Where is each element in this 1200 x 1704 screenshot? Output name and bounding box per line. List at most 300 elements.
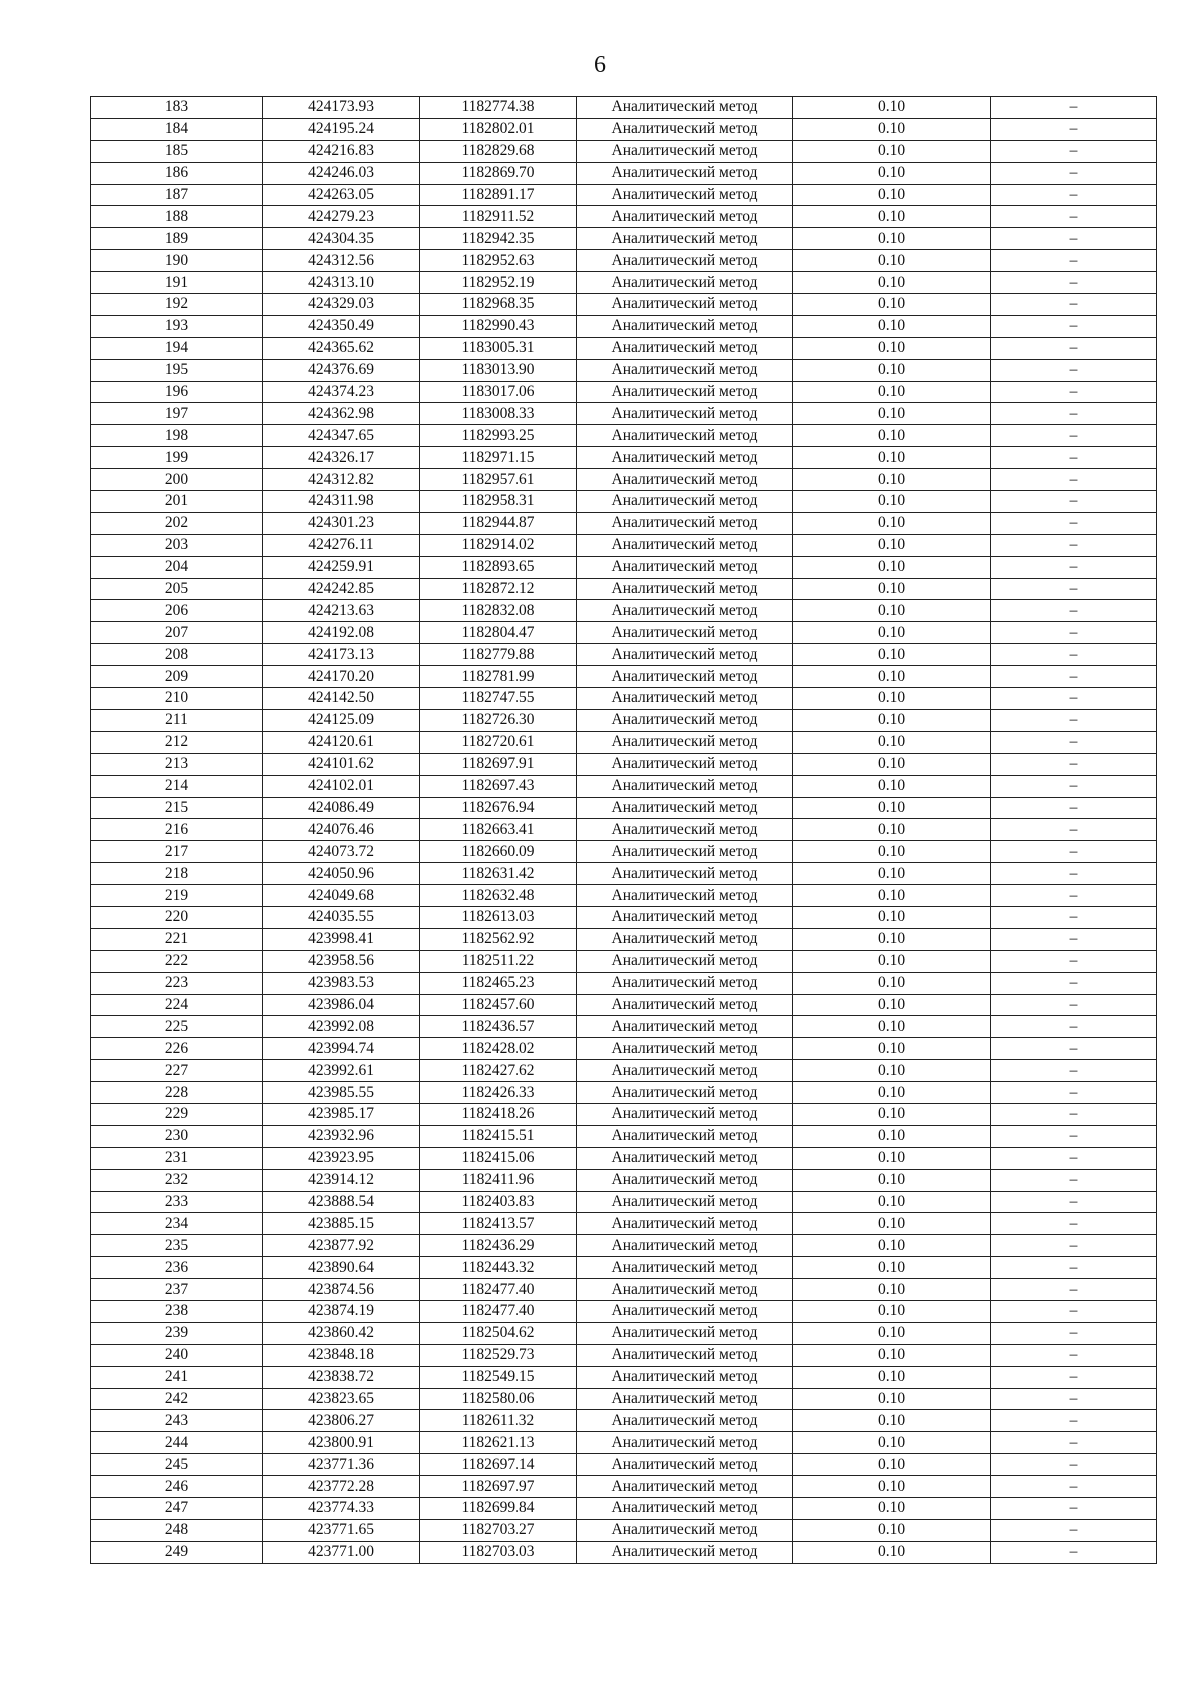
y-coordinate-cell: 1182944.87 [420, 512, 577, 534]
x-coordinate-cell: 423923.95 [263, 1147, 420, 1169]
note-cell: – [991, 928, 1157, 950]
method-cell: Аналитический метод [577, 1388, 793, 1410]
x-coordinate-cell: 424301.23 [263, 512, 420, 534]
point-number-cell: 218 [91, 863, 263, 885]
y-coordinate-cell: 1182703.03 [420, 1541, 577, 1563]
table-row [91, 1366, 1157, 1388]
accuracy-cell: 0.10 [793, 1060, 991, 1082]
method-cell: Аналитический метод [577, 600, 793, 622]
x-coordinate-cell: 424086.49 [263, 797, 420, 819]
y-coordinate-cell: 1182891.17 [420, 184, 577, 206]
method-cell: Аналитический метод [577, 1213, 793, 1235]
accuracy-cell: 0.10 [793, 600, 991, 622]
point-number-cell: 186 [91, 162, 263, 184]
x-coordinate-cell: 424365.62 [263, 337, 420, 359]
y-coordinate-cell: 1182957.61 [420, 469, 577, 491]
point-number-cell: 222 [91, 950, 263, 972]
table-row [91, 819, 1157, 841]
point-number-cell: 200 [91, 469, 263, 491]
note-cell: – [991, 512, 1157, 534]
accuracy-cell: 0.10 [793, 1388, 991, 1410]
method-cell: Аналитический метод [577, 841, 793, 863]
x-coordinate-cell: 424102.01 [263, 775, 420, 797]
accuracy-cell: 0.10 [793, 1498, 991, 1520]
y-coordinate-cell: 1182829.68 [420, 140, 577, 162]
accuracy-cell: 0.10 [793, 1366, 991, 1388]
method-cell: Аналитический метод [577, 534, 793, 556]
note-cell: – [991, 1103, 1157, 1125]
table-row [91, 688, 1157, 710]
point-number-cell: 238 [91, 1300, 263, 1322]
x-coordinate-cell: 424313.10 [263, 272, 420, 294]
point-number-cell: 202 [91, 512, 263, 534]
x-coordinate-cell: 424312.56 [263, 250, 420, 272]
accuracy-cell: 0.10 [793, 1147, 991, 1169]
note-cell: – [991, 1541, 1157, 1563]
note-cell: – [991, 688, 1157, 710]
note-cell: – [991, 272, 1157, 294]
table-row [91, 512, 1157, 534]
note-cell: – [991, 184, 1157, 206]
point-number-cell: 249 [91, 1541, 263, 1563]
accuracy-cell: 0.10 [793, 819, 991, 841]
point-number-cell: 214 [91, 775, 263, 797]
point-number-cell: 183 [91, 97, 263, 119]
point-number-cell: 213 [91, 753, 263, 775]
point-number-cell: 191 [91, 272, 263, 294]
x-coordinate-cell: 424326.17 [263, 447, 420, 469]
table-row [91, 359, 1157, 381]
table-row [91, 775, 1157, 797]
accuracy-cell: 0.10 [793, 469, 991, 491]
table-row [91, 1125, 1157, 1147]
x-coordinate-cell: 423774.33 [263, 1498, 420, 1520]
point-number-cell: 216 [91, 819, 263, 841]
accuracy-cell: 0.10 [793, 534, 991, 556]
point-number-cell: 229 [91, 1103, 263, 1125]
x-coordinate-cell: 424173.93 [263, 97, 420, 119]
method-cell: Аналитический метод [577, 906, 793, 928]
point-number-cell: 221 [91, 928, 263, 950]
method-cell: Аналитический метод [577, 1410, 793, 1432]
accuracy-cell: 0.10 [793, 1103, 991, 1125]
method-cell: Аналитический метод [577, 228, 793, 250]
x-coordinate-cell: 424311.98 [263, 491, 420, 513]
accuracy-cell: 0.10 [793, 841, 991, 863]
note-cell: – [991, 337, 1157, 359]
accuracy-cell: 0.10 [793, 337, 991, 359]
method-cell: Аналитический метод [577, 1191, 793, 1213]
accuracy-cell: 0.10 [793, 644, 991, 666]
y-coordinate-cell: 1182457.60 [420, 994, 577, 1016]
x-coordinate-cell: 424329.03 [263, 294, 420, 316]
note-cell: – [991, 709, 1157, 731]
point-number-cell: 234 [91, 1213, 263, 1235]
accuracy-cell: 0.10 [793, 97, 991, 119]
point-number-cell: 232 [91, 1169, 263, 1191]
table-row [91, 950, 1157, 972]
accuracy-cell: 0.10 [793, 206, 991, 228]
accuracy-cell: 0.10 [793, 994, 991, 1016]
accuracy-cell: 0.10 [793, 1454, 991, 1476]
x-coordinate-cell: 424350.49 [263, 315, 420, 337]
x-coordinate-cell: 424142.50 [263, 688, 420, 710]
coordinates-table [90, 96, 1157, 1564]
y-coordinate-cell: 1183005.31 [420, 337, 577, 359]
table-row [91, 928, 1157, 950]
y-coordinate-cell: 1182697.91 [420, 753, 577, 775]
note-cell: – [991, 162, 1157, 184]
y-coordinate-cell: 1182699.84 [420, 1498, 577, 1520]
table-row [91, 556, 1157, 578]
note-cell: – [991, 1060, 1157, 1082]
x-coordinate-cell: 423874.19 [263, 1300, 420, 1322]
table-row [91, 425, 1157, 447]
note-cell: – [991, 819, 1157, 841]
point-number-cell: 201 [91, 491, 263, 513]
x-coordinate-cell: 423994.74 [263, 1038, 420, 1060]
point-number-cell: 189 [91, 228, 263, 250]
x-coordinate-cell: 424170.20 [263, 666, 420, 688]
y-coordinate-cell: 1182971.15 [420, 447, 577, 469]
x-coordinate-cell: 423983.53 [263, 972, 420, 994]
point-number-cell: 192 [91, 294, 263, 316]
y-coordinate-cell: 1182477.40 [420, 1279, 577, 1301]
point-number-cell: 206 [91, 600, 263, 622]
method-cell: Аналитический метод [577, 1454, 793, 1476]
y-coordinate-cell: 1183017.06 [420, 381, 577, 403]
x-coordinate-cell: 424259.91 [263, 556, 420, 578]
accuracy-cell: 0.10 [793, 688, 991, 710]
point-number-cell: 248 [91, 1519, 263, 1541]
table-row [91, 885, 1157, 907]
x-coordinate-cell: 424376.69 [263, 359, 420, 381]
accuracy-cell: 0.10 [793, 1344, 991, 1366]
method-cell: Аналитический метод [577, 381, 793, 403]
point-number-cell: 225 [91, 1016, 263, 1038]
method-cell: Аналитический метод [577, 666, 793, 688]
y-coordinate-cell: 1182872.12 [420, 578, 577, 600]
table-row [91, 1082, 1157, 1104]
note-cell: – [991, 906, 1157, 928]
accuracy-cell: 0.10 [793, 1432, 991, 1454]
accuracy-cell: 0.10 [793, 1082, 991, 1104]
method-cell: Аналитический метод [577, 469, 793, 491]
x-coordinate-cell: 423771.36 [263, 1454, 420, 1476]
table-row [91, 1169, 1157, 1191]
table-row [91, 578, 1157, 600]
note-cell: – [991, 863, 1157, 885]
table-row [91, 797, 1157, 819]
point-number-cell: 215 [91, 797, 263, 819]
x-coordinate-cell: 424073.72 [263, 841, 420, 863]
note-cell: – [991, 1213, 1157, 1235]
x-coordinate-cell: 424101.62 [263, 753, 420, 775]
table-row [91, 731, 1157, 753]
y-coordinate-cell: 1182993.25 [420, 425, 577, 447]
note-cell: – [991, 1169, 1157, 1191]
method-cell: Аналитический метод [577, 1476, 793, 1498]
x-coordinate-cell: 423800.91 [263, 1432, 420, 1454]
accuracy-cell: 0.10 [793, 1235, 991, 1257]
point-number-cell: 239 [91, 1322, 263, 1344]
accuracy-cell: 0.10 [793, 863, 991, 885]
accuracy-cell: 0.10 [793, 272, 991, 294]
point-number-cell: 235 [91, 1235, 263, 1257]
note-cell: – [991, 1191, 1157, 1213]
y-coordinate-cell: 1182952.19 [420, 272, 577, 294]
y-coordinate-cell: 1182774.38 [420, 97, 577, 119]
accuracy-cell: 0.10 [793, 972, 991, 994]
table-row [91, 97, 1157, 119]
point-number-cell: 245 [91, 1454, 263, 1476]
y-coordinate-cell: 1182893.65 [420, 556, 577, 578]
accuracy-cell: 0.10 [793, 491, 991, 513]
table-row [91, 140, 1157, 162]
y-coordinate-cell: 1182703.27 [420, 1519, 577, 1541]
method-cell: Аналитический метод [577, 184, 793, 206]
table-row [91, 447, 1157, 469]
y-coordinate-cell: 1182621.13 [420, 1432, 577, 1454]
y-coordinate-cell: 1182436.29 [420, 1235, 577, 1257]
method-cell: Аналитический метод [577, 1103, 793, 1125]
point-number-cell: 228 [91, 1082, 263, 1104]
point-number-cell: 231 [91, 1147, 263, 1169]
point-number-cell: 193 [91, 315, 263, 337]
y-coordinate-cell: 1182781.99 [420, 666, 577, 688]
note-cell: – [991, 644, 1157, 666]
method-cell: Аналитический метод [577, 556, 793, 578]
table-row [91, 841, 1157, 863]
method-cell: Аналитический метод [577, 885, 793, 907]
point-number-cell: 243 [91, 1410, 263, 1432]
y-coordinate-cell: 1182726.30 [420, 709, 577, 731]
point-number-cell: 199 [91, 447, 263, 469]
method-cell: Аналитический метод [577, 928, 793, 950]
method-cell: Аналитический метод [577, 315, 793, 337]
x-coordinate-cell: 424347.65 [263, 425, 420, 447]
method-cell: Аналитический метод [577, 294, 793, 316]
note-cell: – [991, 469, 1157, 491]
note-cell: – [991, 1366, 1157, 1388]
x-coordinate-cell: 423986.04 [263, 994, 420, 1016]
accuracy-cell: 0.10 [793, 928, 991, 950]
method-cell: Аналитический метод [577, 403, 793, 425]
note-cell: – [991, 403, 1157, 425]
note-cell: – [991, 622, 1157, 644]
note-cell: – [991, 950, 1157, 972]
y-coordinate-cell: 1182942.35 [420, 228, 577, 250]
y-coordinate-cell: 1182428.02 [420, 1038, 577, 1060]
method-cell: Аналитический метод [577, 162, 793, 184]
y-coordinate-cell: 1182413.57 [420, 1213, 577, 1235]
x-coordinate-cell: 424050.96 [263, 863, 420, 885]
x-coordinate-cell: 423885.15 [263, 1213, 420, 1235]
accuracy-cell: 0.10 [793, 906, 991, 928]
point-number-cell: 210 [91, 688, 263, 710]
y-coordinate-cell: 1182676.94 [420, 797, 577, 819]
note-cell: – [991, 294, 1157, 316]
y-coordinate-cell: 1182968.35 [420, 294, 577, 316]
accuracy-cell: 0.10 [793, 666, 991, 688]
accuracy-cell: 0.10 [793, 1279, 991, 1301]
method-cell: Аналитический метод [577, 644, 793, 666]
point-number-cell: 207 [91, 622, 263, 644]
x-coordinate-cell: 423771.00 [263, 1541, 420, 1563]
table-row [91, 469, 1157, 491]
note-cell: – [991, 994, 1157, 1016]
method-cell: Аналитический метод [577, 950, 793, 972]
accuracy-cell: 0.10 [793, 1300, 991, 1322]
method-cell: Аналитический метод [577, 272, 793, 294]
table-row [91, 1476, 1157, 1498]
method-cell: Аналитический метод [577, 425, 793, 447]
note-cell: – [991, 1476, 1157, 1498]
table-row [91, 906, 1157, 928]
y-coordinate-cell: 1182426.33 [420, 1082, 577, 1104]
table-row [91, 315, 1157, 337]
point-number-cell: 230 [91, 1125, 263, 1147]
table-row [91, 1454, 1157, 1476]
x-coordinate-cell: 423860.42 [263, 1322, 420, 1344]
accuracy-cell: 0.10 [793, 1519, 991, 1541]
table-row [91, 272, 1157, 294]
point-number-cell: 196 [91, 381, 263, 403]
note-cell: – [991, 1147, 1157, 1169]
x-coordinate-cell: 423992.08 [263, 1016, 420, 1038]
y-coordinate-cell: 1182911.52 [420, 206, 577, 228]
note-cell: – [991, 1322, 1157, 1344]
y-coordinate-cell: 1182549.15 [420, 1366, 577, 1388]
x-coordinate-cell: 424279.23 [263, 206, 420, 228]
x-coordinate-cell: 423958.56 [263, 950, 420, 972]
accuracy-cell: 0.10 [793, 359, 991, 381]
accuracy-cell: 0.10 [793, 403, 991, 425]
point-number-cell: 241 [91, 1366, 263, 1388]
point-number-cell: 220 [91, 906, 263, 928]
method-cell: Аналитический метод [577, 1519, 793, 1541]
y-coordinate-cell: 1182747.55 [420, 688, 577, 710]
accuracy-cell: 0.10 [793, 1016, 991, 1038]
method-cell: Аналитический метод [577, 863, 793, 885]
note-cell: – [991, 1125, 1157, 1147]
note-cell: – [991, 556, 1157, 578]
accuracy-cell: 0.10 [793, 1322, 991, 1344]
note-cell: – [991, 1432, 1157, 1454]
x-coordinate-cell: 423838.72 [263, 1366, 420, 1388]
y-coordinate-cell: 1182663.41 [420, 819, 577, 841]
point-number-cell: 208 [91, 644, 263, 666]
method-cell: Аналитический метод [577, 1125, 793, 1147]
point-number-cell: 237 [91, 1279, 263, 1301]
table-row [91, 972, 1157, 994]
method-cell: Аналитический метод [577, 1300, 793, 1322]
note-cell: – [991, 1519, 1157, 1541]
x-coordinate-cell: 424304.35 [263, 228, 420, 250]
method-cell: Аналитический метод [577, 1257, 793, 1279]
point-number-cell: 190 [91, 250, 263, 272]
method-cell: Аналитический метод [577, 1038, 793, 1060]
point-number-cell: 205 [91, 578, 263, 600]
page-number: 6 [594, 52, 606, 78]
method-cell: Аналитический метод [577, 1344, 793, 1366]
method-cell: Аналитический метод [577, 775, 793, 797]
x-coordinate-cell: 423998.41 [263, 928, 420, 950]
y-coordinate-cell: 1182562.92 [420, 928, 577, 950]
y-coordinate-cell: 1182958.31 [420, 491, 577, 513]
table-row [91, 1388, 1157, 1410]
accuracy-cell: 0.10 [793, 228, 991, 250]
table-row [91, 1279, 1157, 1301]
table-row [91, 709, 1157, 731]
x-coordinate-cell: 423771.65 [263, 1519, 420, 1541]
table-row [91, 863, 1157, 885]
note-cell: – [991, 666, 1157, 688]
point-number-cell: 195 [91, 359, 263, 381]
y-coordinate-cell: 1182952.63 [420, 250, 577, 272]
x-coordinate-cell: 423992.61 [263, 1060, 420, 1082]
accuracy-cell: 0.10 [793, 512, 991, 534]
y-coordinate-cell: 1182504.62 [420, 1322, 577, 1344]
y-coordinate-cell: 1183013.90 [420, 359, 577, 381]
table-row [91, 644, 1157, 666]
accuracy-cell: 0.10 [793, 1476, 991, 1498]
table-row [91, 1038, 1157, 1060]
point-number-cell: 209 [91, 666, 263, 688]
x-coordinate-cell: 424216.83 [263, 140, 420, 162]
method-cell: Аналитический метод [577, 1235, 793, 1257]
method-cell: Аналитический метод [577, 1432, 793, 1454]
table-row [91, 1541, 1157, 1563]
note-cell: – [991, 250, 1157, 272]
x-coordinate-cell: 423874.56 [263, 1279, 420, 1301]
note-cell: – [991, 118, 1157, 140]
table-row [91, 1016, 1157, 1038]
table-row [91, 1300, 1157, 1322]
y-coordinate-cell: 1182529.73 [420, 1344, 577, 1366]
y-coordinate-cell: 1182832.08 [420, 600, 577, 622]
y-coordinate-cell: 1182660.09 [420, 841, 577, 863]
note-cell: – [991, 1257, 1157, 1279]
x-coordinate-cell: 424263.05 [263, 184, 420, 206]
point-number-cell: 224 [91, 994, 263, 1016]
y-coordinate-cell: 1182804.47 [420, 622, 577, 644]
point-number-cell: 197 [91, 403, 263, 425]
table-row [91, 1213, 1157, 1235]
point-number-cell: 203 [91, 534, 263, 556]
table-row [91, 184, 1157, 206]
x-coordinate-cell: 424120.61 [263, 731, 420, 753]
note-cell: – [991, 797, 1157, 819]
point-number-cell: 185 [91, 140, 263, 162]
method-cell: Аналитический метод [577, 1016, 793, 1038]
method-cell: Аналитический метод [577, 1366, 793, 1388]
y-coordinate-cell: 1182477.40 [420, 1300, 577, 1322]
x-coordinate-cell: 424246.03 [263, 162, 420, 184]
note-cell: – [991, 753, 1157, 775]
x-coordinate-cell: 424242.85 [263, 578, 420, 600]
point-number-cell: 204 [91, 556, 263, 578]
accuracy-cell: 0.10 [793, 797, 991, 819]
x-coordinate-cell: 423985.17 [263, 1103, 420, 1125]
y-coordinate-cell: 1182443.32 [420, 1257, 577, 1279]
accuracy-cell: 0.10 [793, 184, 991, 206]
table-row [91, 1322, 1157, 1344]
x-coordinate-cell: 424076.46 [263, 819, 420, 841]
point-number-cell: 219 [91, 885, 263, 907]
x-coordinate-cell: 423806.27 [263, 1410, 420, 1432]
accuracy-cell: 0.10 [793, 381, 991, 403]
